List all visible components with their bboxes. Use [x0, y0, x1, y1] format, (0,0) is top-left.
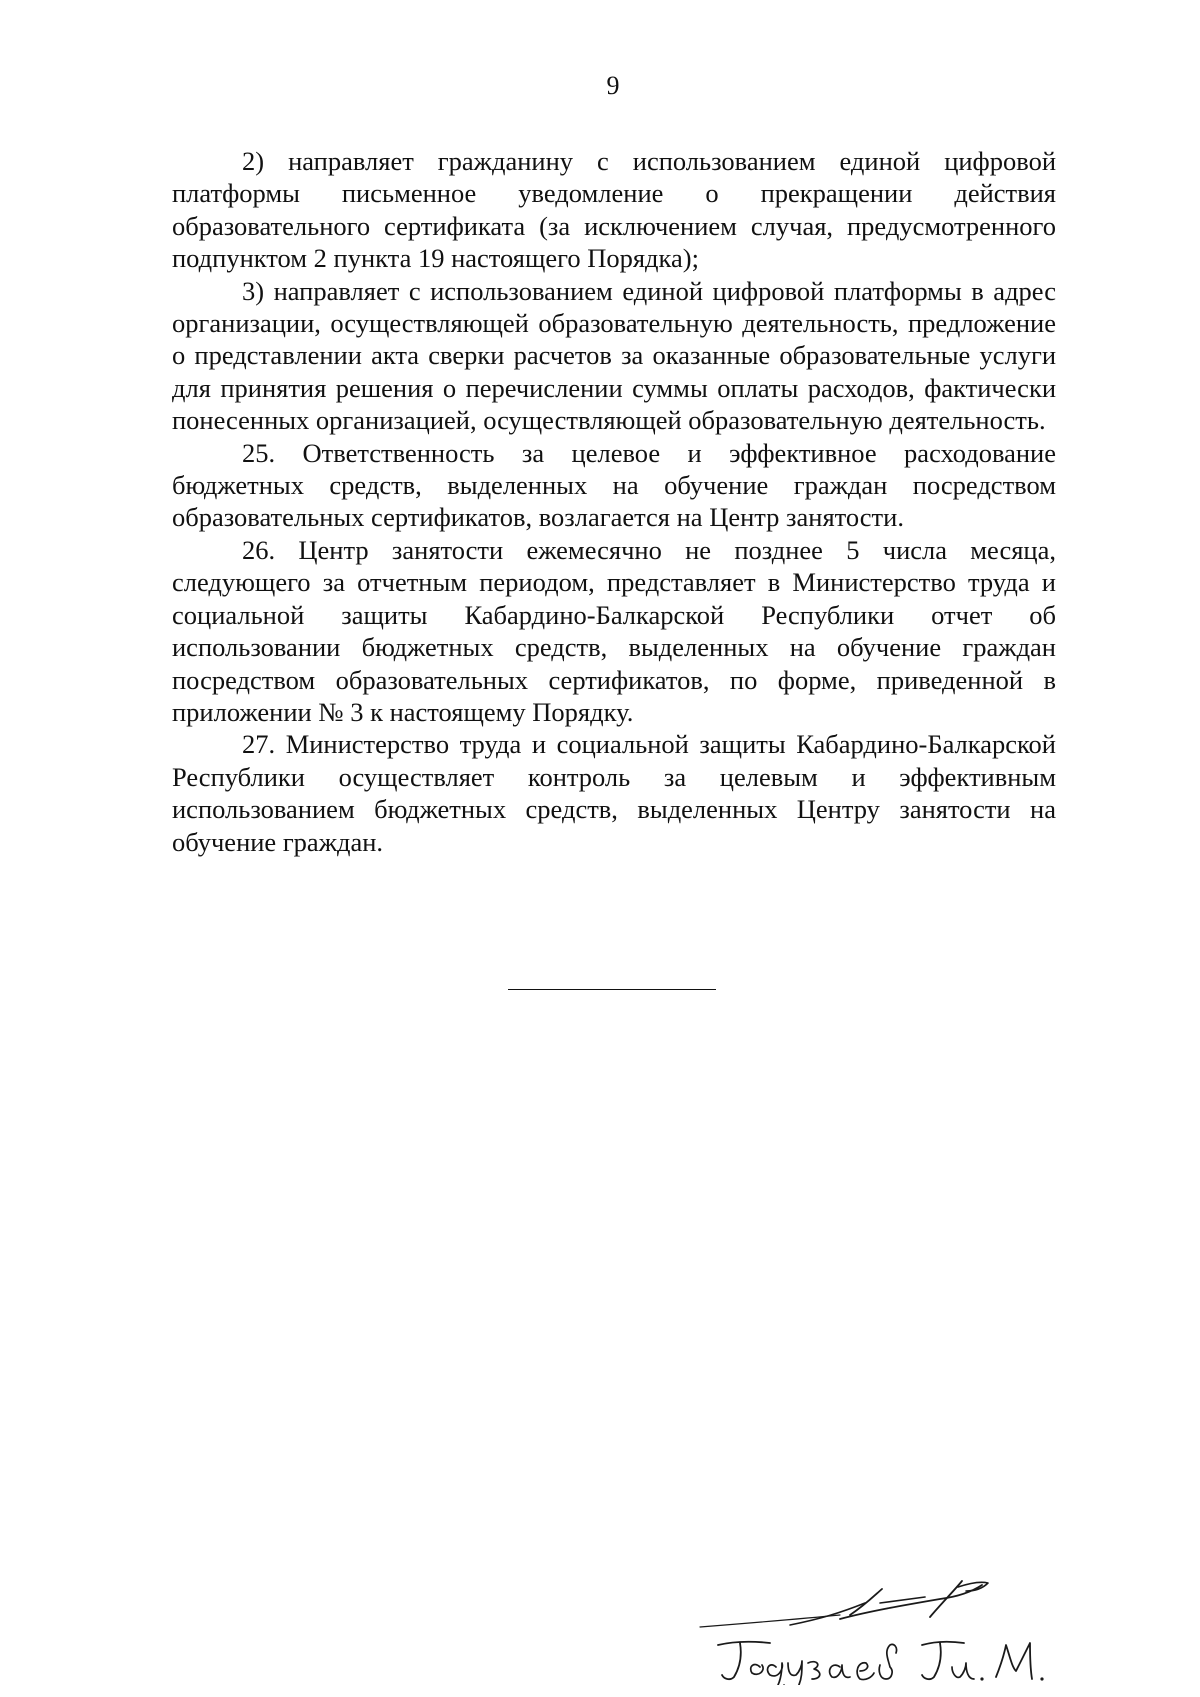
paragraph-item-2: 2) направляет гражданину с использованием единой цифровой платформы письменное уведомление о прекращении действия образовательного сертификата (за исключением случая, предусмотренного подпунктом 2 пункта 19 настоящего Порядка); [172, 146, 1056, 274]
paragraph-26: 26. Центр занятости ежемесячно не позднее 5 числа месяца, следующего за отчетным периодом, представляет в Министерство труда и социальной защиты Кабардино-Балкарской Республики отчет об использовании бюджетных средств, выделенных на обучение граждан посредством образовательных сертификатов, по форме, приведенной в приложении № 3 к настоящему Порядку. [172, 534, 1056, 727]
page-number: 9 [606, 71, 620, 100]
handwritten-signature [690, 1575, 1070, 1685]
signature-icon [690, 1575, 1070, 1685]
paragraph-27: 27. Министерство труда и социальной защиты Кабардино-Балкарской Республики осуществляет контроль за целевым и эффективным использованием бюджетных средств, выделенных Центру занятости на обучение граждан. [172, 729, 1056, 857]
end-of-text-divider [508, 989, 716, 990]
paragraph-25: 25. Ответственность за целевое и эффективное расходование бюджетных средств, выделенных на обучение граждан посредством образовательных сертификатов, возлагается на Центр занятости. [172, 437, 1056, 533]
document-body [172, 145, 1056, 858]
paragraph-item-3: 3) направляет с использованием единой цифровой платформы в адрес организации, осуществляющей образовательную деятельность, предложение о представлении акта сверки расчетов за оказанные образовательные услуги для принятия решения о перечислении суммы оплаты расходов, фактически понесенных организацией, осуществляющей образовательную деятельность. [172, 275, 1056, 436]
